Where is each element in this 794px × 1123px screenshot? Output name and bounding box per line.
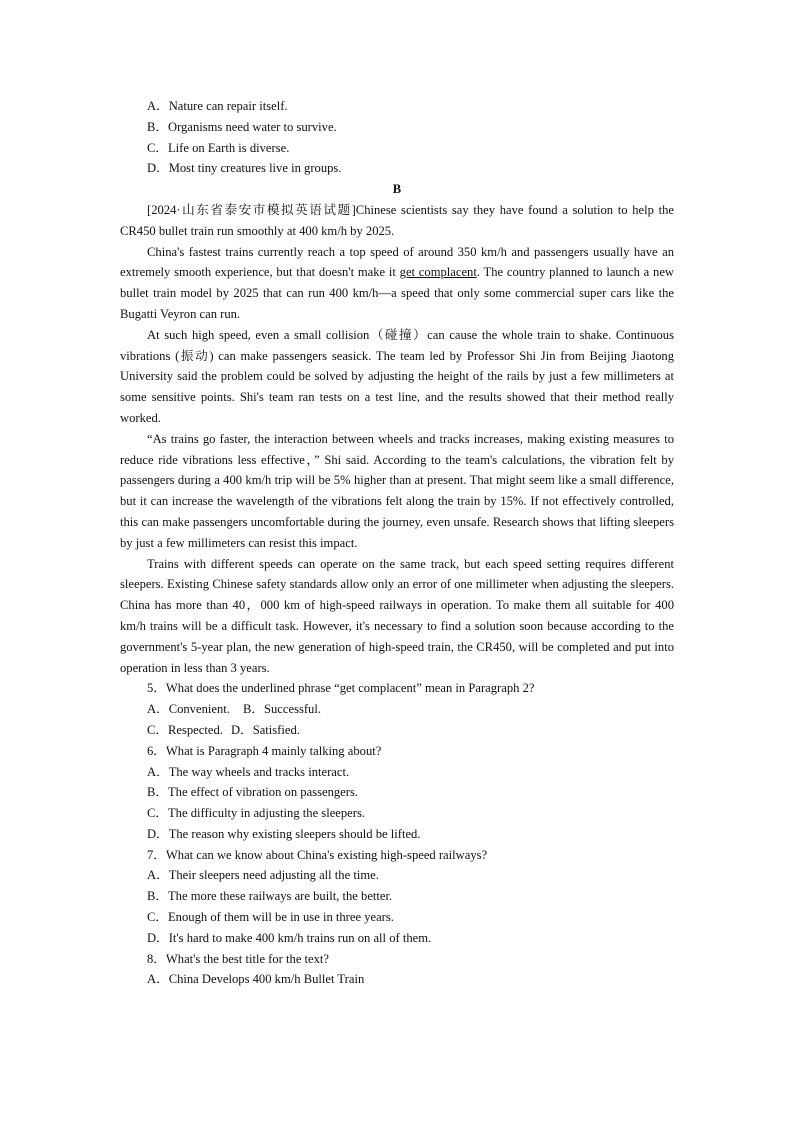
question-8-option-a: A．China Develops 400 km/h Bullet Train [147, 972, 365, 987]
prev-option-a: A．Nature can repair itself. [147, 99, 288, 113]
question-7-option-d: D．It's hard to make 400 km/h trains run on all of them. [147, 930, 432, 945]
passage-paragraph-4: “As trains go faster, the interaction between wheels and tracks increases, making existing measures to reduce ride vibrations less effective，” Shi said. According to the team's calculations, the vibration felt by passengers during a 400 km/h trip will be 5% higher than at present. That might seem like a small difference, but it can increase the wavelength of the vibrations felt along the train by 15%. If not effectively controlled, this can make passengers uncomfortable during the journey, even unsafe. Research shows that lifting sleepers by just a few millimeters can resist this impact. [120, 431, 674, 550]
question-5-options-row-1 [120, 699, 674, 720]
question-6-stem: 6．What is Paragraph 4 mainly talking about? [147, 743, 382, 758]
question-5-options-row-2 [120, 720, 674, 741]
underlined-phrase: get complacent [399, 265, 477, 280]
question-6-option-b: B．The effect of vibration on passengers. [147, 785, 359, 800]
prev-option-d: D．Most tiny creatures live in groups. [147, 161, 342, 176]
section-heading: B [392, 182, 402, 197]
prev-option-c: C．Life on Earth is diverse. [147, 140, 290, 155]
passage-paragraph-5: Trains with different speeds can operate on the same track, but each speed setting requires different sleepers. Existing Chinese safety standards allow only an error of one millimeter when adjusting the sleepers. China has more than 40，000 km of high-speed railways in operation. To make them all suitable for 400 km/h trains will be a difficult task. However, it's necessary to find a solution soon because according to the government's 5-year plan, the new generation of high-speed train, the CR450, will be completed and put into operation in less than 3 years. [120, 556, 674, 675]
passage-paragraph-2 [120, 242, 674, 325]
question-5-option-c: C．Respected. [147, 722, 223, 737]
question-7-option-a: A．Their sleepers need adjusting all the time. [147, 868, 379, 883]
exam-page [120, 96, 674, 990]
question-5-option-b: B．Successful. [243, 702, 322, 717]
question-6-option-d: D．The reason why existing sleepers should be lifted. [147, 826, 421, 841]
passage-paragraph-1: [2024·山东省泰安市模拟英语试题]Chinese scientists say they have found a solution to help the CR450 bullet train run smoothly at 400 km/h by 2025. [120, 202, 674, 238]
question-8-stem: 8．What's the best title for the text? [147, 951, 330, 966]
paragraph-2-text-before: China's fastest trains currently reach a top speed of around 350 km/h and passengers usually have an extremely smooth experience, but that doesn't make it [120, 244, 674, 280]
question-5-option-d: D．Satisfied. [231, 722, 300, 737]
question-7-option-b: B．The more these railways are built, the better. [147, 889, 393, 904]
paragraph-2-text-after: . The country planned to launch a new bullet train model by 2025 that can run 400 km/h—a speed that only some commercial super cars like the Bugatti Veyron can run. [120, 265, 675, 321]
question-6-option-a: A．The way wheels and tracks interact. [147, 764, 350, 779]
passage-paragraph-3: At such high speed, even a small collision（碰撞）can cause the whole train to shake. Continuous vibrations (振动) can make passengers seasick. The team led by Professor Shi Jin from Beijing Jiaotong University said the problem could be solved by adjusting the height of the rails by just a few millimeters at some sensitive points. Shi's team ran tests on a test line, and the results showed that their method really worked. [120, 327, 674, 425]
question-5-stem: 5．What does the underlined phrase “get complacent” mean in Paragraph 2? [147, 681, 535, 696]
question-7-stem: 7．What can we know about China's existing high-speed railways? [147, 847, 488, 862]
question-7-option-c: C．Enough of them will be in use in three years. [147, 910, 394, 925]
question-5-option-a: A．Convenient. [147, 702, 230, 717]
question-6-option-c: C．The difficulty in adjusting the sleepers. [147, 806, 366, 821]
prev-option-b: B．Organisms need water to survive. [147, 119, 337, 134]
